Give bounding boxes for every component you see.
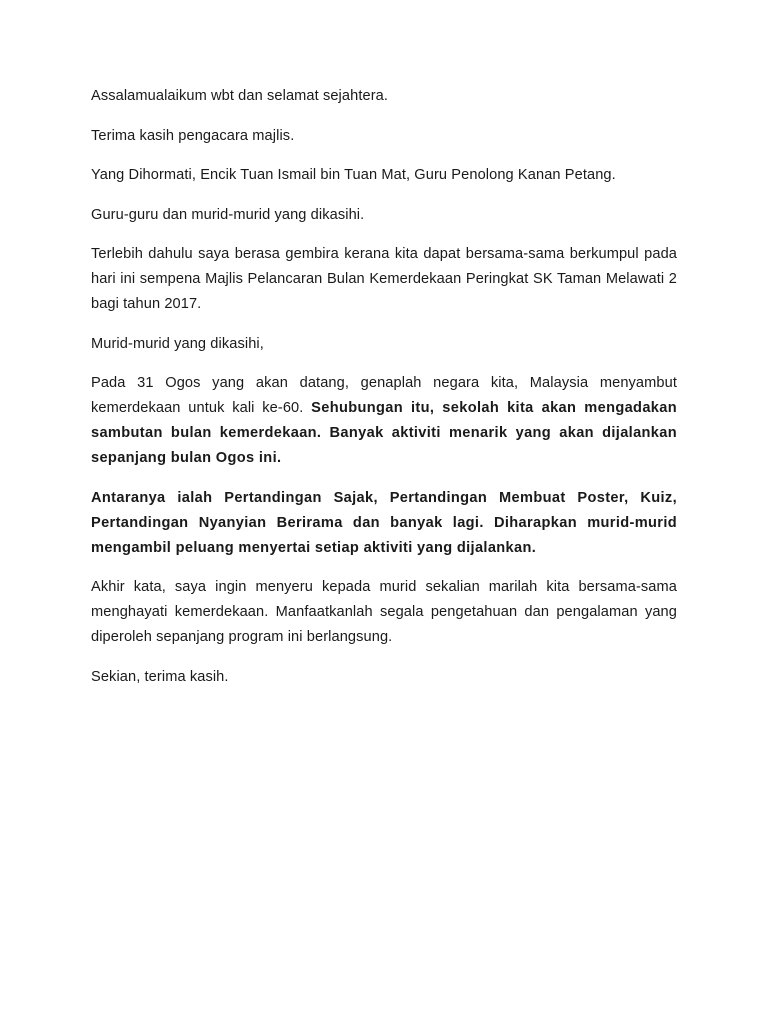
signoff-paragraph: Sekian, terima kasih.	[91, 668, 229, 685]
audience-address-paragraph: Guru-guru dan murid-murid yang dikasihi.	[91, 206, 365, 223]
greeting-paragraph: Assalamualaikum wbt dan selamat sejahtera.	[91, 88, 389, 104]
thanks-emcee-paragraph: Terima kasih pengacara majlis.	[91, 127, 295, 144]
honoured-guest-paragraph: Yang Dihormati, Encik Tuan Ismail bin Tuan Mat, Guru Penolong Kanan Petang.	[91, 167, 616, 183]
independence-bold-text: Sehubungan itu, sekolah kita akan mengadakan sambutan bulan kemerdekaan. Banyak aktiviti menarik yang akan dijalankan sepanjang bulan Ogos ini.	[91, 400, 677, 466]
activities-bold-text: Antaranya ialah Pertandingan Sajak, Pertandingan Membuat Poster, Kuiz, Pertandingan Nyanyian Berirama dan banyak lagi. Diharapkan murid-murid mengambil peluang menyertai setiap aktiviti yang dijalankan.	[91, 489, 677, 556]
independence-normal-text: Pada 31 Ogos yang akan datang, genaplah negara kita, Malaysia menyambut kemerdekaan untuk kali ke-60.	[91, 375, 677, 416]
students-address-paragraph: Murid-murid yang dikasihi,	[91, 335, 264, 352]
independence-paragraph	[91, 371, 677, 471]
activities-paragraph	[91, 486, 677, 561]
closing-paragraph: Akhir kata, saya ingin menyeru kepada murid sekalian marilah kita bersama-sama menghayati kemerdekaan. Manfaatkanlah segala pengetahuan dan pengalaman yang diperoleh sepanjang program ini berlangsung.	[91, 579, 677, 645]
opening-paragraph: Terlebih dahulu saya berasa gembira kerana kita dapat bersama-sama berkumpul pada hari ini sempena Majlis Pelancaran Bulan Kemerdekaan Peringkat SK Taman Melawati 2 bagi tahun 2017.	[91, 246, 677, 312]
